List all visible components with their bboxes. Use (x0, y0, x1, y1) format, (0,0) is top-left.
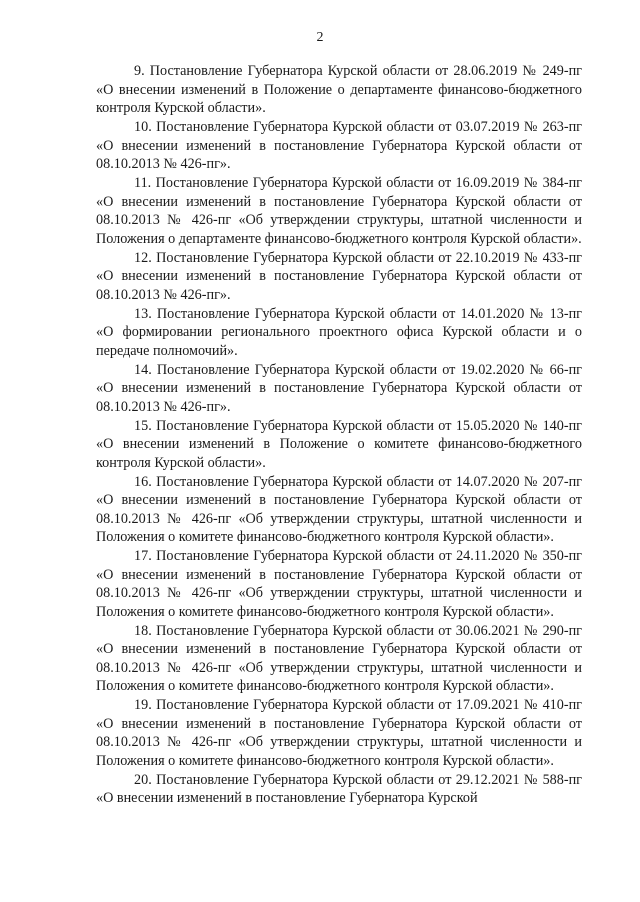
list-item-20: 20. Постановление Губернатора Курской области от 29.12.2021 № 588-пг «О внесении изменений в постановление Губернатора Курской (96, 771, 582, 806)
list-item-11: 11. Постановление Губернатора Курской области от 16.09.2019 № 384-пг «О внесении изменений в постановление Губернатора Курской области от 08.10.2013 № 426-пг «Об утверждении структуры, штатной численности и Положения о департаменте финансово-бюджетного контроля Курской области». (96, 175, 582, 247)
list-item-14: 14. Постановление Губернатора Курской области от 19.02.2020 № 66-пг «О внесении изменений в постановление Губернатора Курской области от 08.10.2013 № 426-пг». (96, 361, 582, 415)
list-item-13: 13. Постановление Губернатора Курской области от 14.01.2020 № 13-пг «О формировании регионального проектного офиса Курской области и о передаче полномочий». (96, 305, 582, 359)
list-item-9: 9. Постановление Губернатора Курской области от 28.06.2019 № 249-пг «О внесении изменений в Положение о департаменте финансово-бюджетного контроля Курской области». (96, 63, 582, 116)
list-item-10: 10. Постановление Губернатора Курской области от 03.07.2019 № 263-пг «О внесении изменений в постановление Губернатора Курской области от 08.10.2013 № 426-пг». (96, 119, 582, 172)
document-body (96, 62, 582, 808)
page-number: 2 (316, 30, 324, 45)
list-item-12: 12. Постановление Губернатора Курской области от 22.10.2019 № 433-пг «О внесении изменений в постановление Губернатора Курской области от 08.10.2013 № 426-пг». (96, 249, 582, 303)
list-item-18: 18. Постановление Губернатора Курской области от 30.06.2021 № 290-пг «О внесении изменений в постановление Губернатора Курской области от 08.10.2013 № 426-пг «Об утверждении структуры, штатной численности и Положения о комитете финансово-бюджетного контроля Курской области». (96, 622, 582, 694)
list-item-17: 17. Постановление Губернатора Курской области от 24.11.2020 № 350-пг «О внесении изменений в постановление Губернатора Курской области от 08.10.2013 № 426-пг «Об утверждении структуры, штатной численности и Положения о комитете финансово-бюджетного контроля Курской области». (96, 548, 582, 620)
list-item-16: 16. Постановление Губернатора Курской области от 14.07.2020 № 207-пг «О внесении изменений в постановление Губернатора Курской области от 08.10.2013 № 426-пг «Об утверждении структуры, штатной численности и Положения о комитете финансово-бюджетного контроля Курской области». (96, 473, 582, 545)
list-item-19: 19. Постановление Губернатора Курской области от 17.09.2021 № 410-пг «О внесении изменений в постановление Губернатора Курской области от 08.10.2013 № 426-пг «Об утверждении структуры, штатной численности и Положения о комитете финансово-бюджетного контроля Курской области». (96, 697, 582, 769)
list-item-15: 15. Постановление Губернатора Курской области от 15.05.2020 № 140-пг «О внесении изменений в Положение о комитете финансово-бюджетного контроля Курской области». (96, 417, 582, 471)
